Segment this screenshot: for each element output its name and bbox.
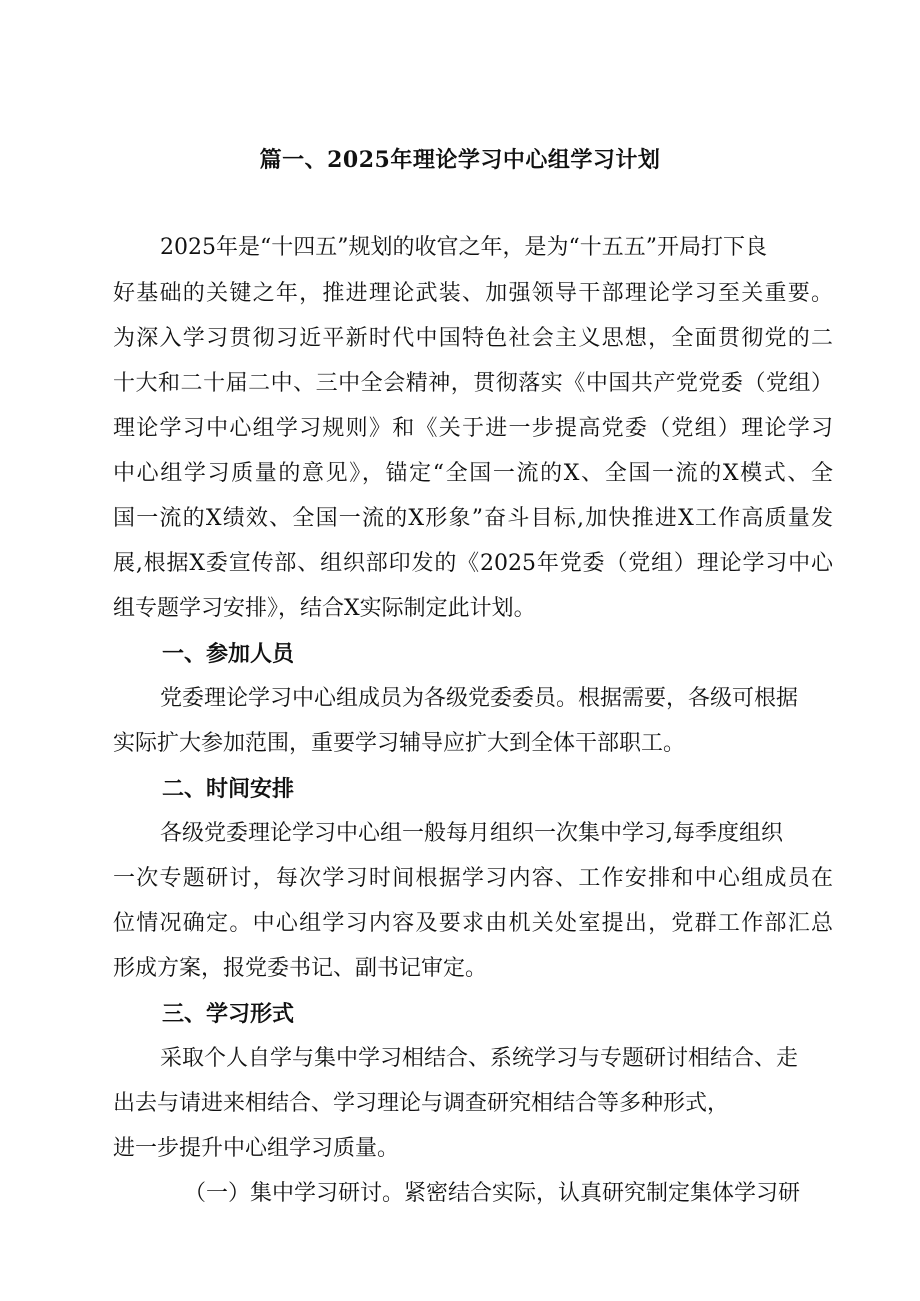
paragraph-line: 各级党委理论学习中心组一般每月组织一次集中学习,每季度组织 [160,821,783,846]
paragraph-line: 好基础的关键之年，推进理论武装、加强领导干部理论学习至关重要。 [113,281,833,306]
paragraph-line: 组专题学习安排》，结合X实际制定此计划。 [113,596,536,621]
paragraph-line: 2025年是“十四五”规划的收官之年，是为“十五五”开局打下良 [160,235,767,260]
section-heading-format: 三、学习形式 [162,1001,295,1027]
section-heading-participants: 一、参加人员 [162,641,295,667]
paragraph-line: 一次专题研讨，每次学习时间根据学习内容、工作安排和中心组成员在 [113,866,833,891]
paragraph-line: 展,根据X委宣传部、组织部印发的《2025年党委（党组）理论学习中心 [113,551,833,576]
paragraph-line: 形成方案，报党委书记、副书记审定。 [113,956,488,981]
paragraph-line: 国一流的X绩效、全国一流的X形象”奋斗目标,加快推进X工作高质量发 [113,506,833,531]
paragraph-line: 中心组学习质量的意见》，锚定“全国一流的X、全国一流的X模式、全 [113,461,833,486]
paragraph-line: 理论学习中心组学习规则》和《关于进一步提高党委（党组）理论学习 [113,416,833,441]
paragraph-line: 实际扩大参加范围，重要学习辅导应扩大到全体干部职工。 [113,731,686,756]
paragraph-line: 位情况确定。中心组学习内容及要求由机关处室提出，党群工作部汇总 [113,911,833,936]
paragraph-line: 进一步提升中心组学习质量。 [113,1136,400,1161]
paragraph-line: 十大和二十届二中、三中全会精神，贯彻落实《中国共产党党委（党组） [113,371,833,396]
section-heading-schedule: 二、时间安排 [162,776,295,802]
paragraph-line: （一）集中学习研讨。紧密结合实际，认真研究制定集体学习研 [184,1181,801,1206]
paragraph-line: 党委理论学习中心组成员为各级党委委员。根据需要，各级可根据 [160,686,799,711]
paragraph-line: 采取个人自学与集中学习相结合、系统学习与专题研讨相结合、走 [160,1046,799,1071]
paragraph-line: 为深入学习贯彻习近平新时代中国特色社会主义思想，全面贯彻党的二 [113,326,833,351]
document-title: 篇一、2025年理论学习中心组学习计划 [259,147,661,173]
paragraph-line: 出去与请进来相结合、学习理论与调查研究相结合等多种形式， [113,1091,730,1116]
